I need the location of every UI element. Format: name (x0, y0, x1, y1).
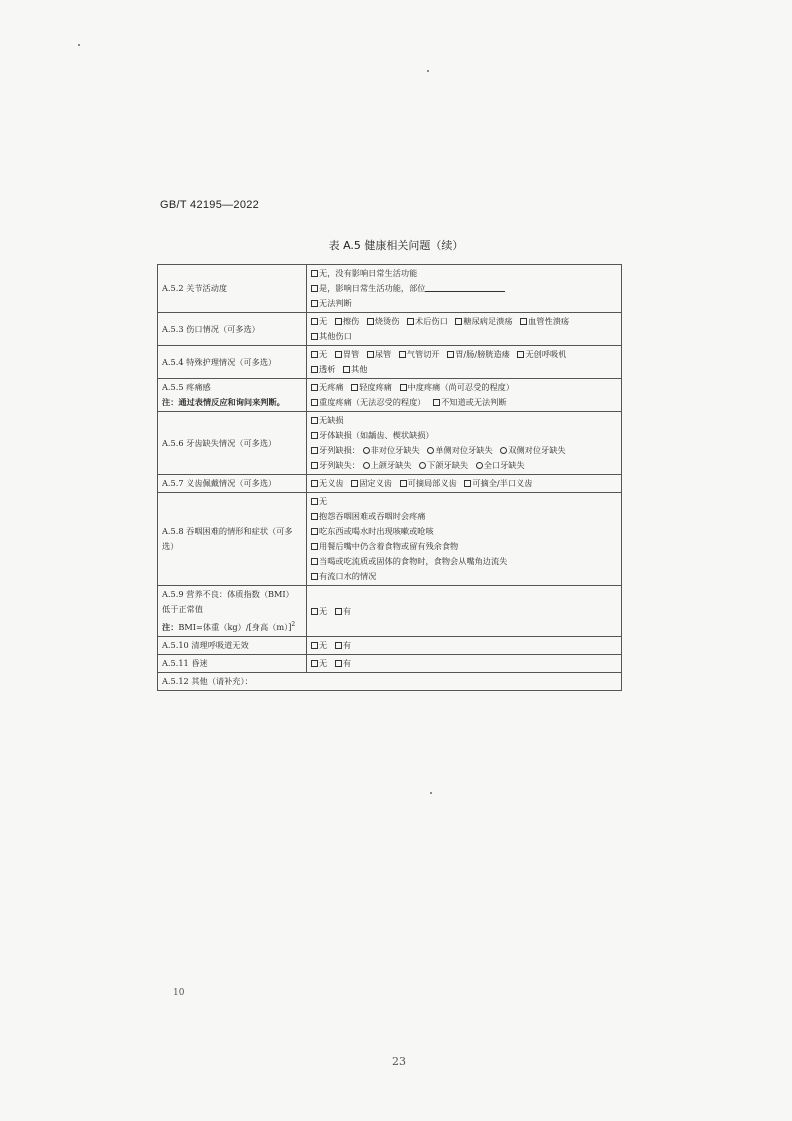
option[interactable]: 胃/肠/膀胱造瘘 (447, 349, 510, 359)
bmi-formula: BMI=体重（kg）/[身高（m）] (178, 622, 292, 632)
option[interactable]: 用餐后嘴中仍含着食物或留有残余食物 (311, 539, 617, 554)
table-row (158, 412, 622, 475)
radio-icon[interactable] (363, 462, 370, 469)
option[interactable]: 固定义齿 (351, 478, 392, 488)
option[interactable]: 抱怨吞咽困难或吞咽时会疼痛 (311, 509, 617, 524)
sub-option[interactable]: 全口牙缺失 (476, 460, 525, 470)
row-label: A.5.7 义齿佩戴情况（可多选） (158, 475, 307, 493)
table-row (158, 475, 622, 493)
row-note: 注：通过表情反应和询问来判断。 (162, 397, 285, 407)
checkbox-icon[interactable] (311, 300, 318, 307)
checkbox-icon[interactable] (335, 318, 342, 325)
scan-speck (78, 44, 80, 46)
option[interactable]: 擦伤 (335, 316, 359, 326)
checkbox-icon[interactable] (447, 351, 454, 358)
checkbox-icon[interactable] (311, 480, 318, 487)
page-number-left: 10 (173, 988, 185, 998)
radio-icon[interactable] (427, 447, 434, 454)
sub-option[interactable]: 单侧对位牙缺失 (427, 445, 492, 455)
checkbox-icon[interactable] (311, 462, 318, 469)
row-options: 无缺损 牙体缺损（如龋齿、楔状缺损） 牙列缺损： 非对位牙缺失 单侧对位牙缺失 双侧对位牙缺失 牙列缺失： 上颌牙缺失 下颌牙缺失 全口牙缺失 (307, 412, 622, 475)
checkbox-icon[interactable] (311, 543, 318, 550)
option[interactable]: 胃管 (335, 349, 359, 359)
option[interactable]: 轻度疼痛 (351, 382, 392, 392)
checkbox-icon[interactable] (455, 318, 462, 325)
checkbox-icon[interactable] (335, 608, 342, 615)
row-label: A.5.4 特殊护理情况（可多选） (158, 346, 307, 379)
row-options (307, 493, 622, 586)
option[interactable]: 当喝或吃流质或固体的食物时，食物会从嘴角边流失 (311, 554, 617, 569)
row-options (307, 637, 622, 655)
fill-in-blank[interactable] (425, 282, 505, 292)
sub-option[interactable]: 双侧对位牙缺失 (500, 445, 565, 455)
table-title: 表 A.5 健康相关问题（续） (328, 239, 464, 252)
option[interactable]: 有 (335, 658, 351, 668)
sub-option[interactable]: 上颌牙缺失 (363, 460, 412, 470)
table-row (158, 379, 622, 412)
checkbox-icon[interactable] (400, 384, 407, 391)
table-row (158, 586, 622, 637)
option[interactable]: 可摘局部义齿 (400, 478, 457, 488)
option[interactable]: 透析 (311, 364, 335, 374)
checkbox-icon[interactable] (335, 351, 342, 358)
checkbox-icon[interactable] (433, 399, 440, 406)
checkbox-icon[interactable] (311, 660, 318, 667)
option[interactable]: 其他伤口 (311, 331, 352, 341)
option[interactable]: 无疼痛 (311, 382, 344, 392)
checkbox-icon[interactable] (311, 608, 318, 615)
sub-option[interactable]: 下颌牙缺失 (419, 460, 468, 470)
checkbox-icon[interactable] (311, 498, 318, 505)
row-label: A.5.6 牙齿缺失情况（可多选） (158, 412, 307, 475)
option[interactable]: 尿管 (367, 349, 391, 359)
table-row (158, 493, 622, 586)
checkbox-icon[interactable] (311, 513, 318, 520)
health-questions-table (157, 264, 622, 691)
checkbox-icon[interactable] (311, 399, 318, 406)
page-number: 23 (392, 1055, 406, 1068)
option[interactable]: 无 (311, 349, 327, 359)
row-options (307, 265, 622, 313)
standard-code: GB/T 42195—2022 (160, 199, 260, 211)
checkbox-icon[interactable] (407, 318, 414, 325)
option[interactable]: 重度疼痛（无法忍受的程度） (311, 397, 425, 407)
checkbox-icon[interactable] (335, 660, 342, 667)
option[interactable]: 有流口水的情况 (311, 569, 617, 584)
checkbox-icon[interactable] (311, 285, 318, 292)
table-row (158, 655, 622, 673)
option[interactable]: 无 (311, 658, 327, 668)
table-row (158, 346, 622, 379)
checkbox-icon[interactable] (311, 573, 318, 580)
checkbox-icon[interactable] (311, 351, 318, 358)
row-label: A.5.2 关节活动度 (158, 265, 307, 313)
option[interactable]: 可摘全/半口义齿 (464, 478, 532, 488)
checkbox-icon[interactable] (311, 270, 318, 277)
option[interactable]: 术后伤口 (407, 316, 448, 326)
checkbox-icon[interactable] (517, 351, 524, 358)
option[interactable]: 糖尿病足溃疡 (455, 316, 512, 326)
radio-icon[interactable] (500, 447, 507, 454)
option[interactable]: 有 (335, 640, 351, 650)
radio-icon[interactable] (363, 447, 370, 454)
option[interactable]: 烧烫伤 (367, 316, 400, 326)
row-label: A.5.5 疼痛感 注：通过表情反应和询问来判断。 (158, 379, 307, 412)
option[interactable]: 吃东西或喝水时出现咳嗽或呛咳 (311, 524, 617, 539)
checkbox-icon[interactable] (311, 318, 318, 325)
checkbox-icon[interactable] (311, 417, 318, 424)
row-label: A.5.10 清理呼吸道无效 (158, 637, 307, 655)
checkbox-icon[interactable] (367, 351, 374, 358)
checkbox-icon[interactable] (351, 384, 358, 391)
option[interactable]: 牙体缺损（如龋齿、楔状缺损） (311, 430, 434, 440)
option[interactable]: 无 (311, 606, 327, 616)
option[interactable]: 血管性溃疡 (520, 316, 569, 326)
row-label[interactable]: A.5.12 其他（请补充）： (158, 673, 622, 691)
checkbox-icon[interactable] (335, 642, 342, 649)
scan-speck (427, 70, 429, 72)
checkbox-icon[interactable] (520, 318, 527, 325)
option[interactable]: 是，影响日常生活功能，部位 (311, 281, 617, 296)
sub-option[interactable]: 非对位牙缺失 (363, 445, 420, 455)
scan-speck (430, 792, 432, 794)
checkbox-icon[interactable] (351, 480, 358, 487)
option[interactable]: 中度疼痛（尚可忍受的程度） (400, 382, 514, 392)
option[interactable]: 无 (311, 640, 327, 650)
checkbox-icon[interactable] (311, 642, 318, 649)
option[interactable]: 无 (311, 316, 327, 326)
table-row (158, 265, 622, 313)
checkbox-icon[interactable] (399, 351, 406, 358)
row-options (307, 313, 622, 346)
checkbox-icon[interactable] (464, 480, 471, 487)
option[interactable]: 无 (311, 494, 617, 509)
checkbox-icon[interactable] (311, 432, 318, 439)
checkbox-icon[interactable] (311, 558, 318, 565)
radio-icon[interactable] (419, 462, 426, 469)
checkbox-icon[interactable] (311, 366, 318, 373)
row-label: A.5.3 伤口情况（可多选） (158, 313, 307, 346)
checkbox-icon[interactable] (343, 366, 350, 373)
row-label: A.5.8 吞咽困难的情形和症状（可多选） (158, 493, 307, 586)
option[interactable]: 有 (335, 606, 351, 616)
row-options (307, 475, 622, 493)
option[interactable]: 无创呼吸机 (517, 349, 566, 359)
row-options (307, 655, 622, 673)
option[interactable]: 不知道或无法判断 (433, 397, 507, 407)
row-options (307, 379, 622, 412)
option[interactable]: 无缺损 (311, 415, 344, 425)
option[interactable]: 其他 (343, 364, 367, 374)
checkbox-icon[interactable] (311, 384, 318, 391)
option[interactable]: 无法判断 (311, 296, 617, 311)
table-row (158, 673, 622, 691)
checkbox-icon[interactable] (400, 480, 407, 487)
option[interactable]: 无义齿 (311, 478, 344, 488)
radio-icon[interactable] (476, 462, 483, 469)
checkbox-icon[interactable] (367, 318, 374, 325)
checkbox-icon[interactable] (311, 447, 318, 454)
checkbox-icon[interactable] (311, 333, 318, 340)
row-label: A.5.11 昏迷 (158, 655, 307, 673)
row-options (307, 346, 622, 379)
table-row (158, 637, 622, 655)
table-row (158, 313, 622, 346)
row-label: A.5.9 营养不良：体质指数（BMI）低于正常值 注：BMI=体重（kg）/[身高（m）]$^2$ (158, 586, 307, 637)
option[interactable]: 无，没有影响日常生活功能 (311, 266, 617, 281)
row-options (307, 586, 622, 637)
option[interactable]: 气管切开 (399, 349, 440, 359)
checkbox-icon[interactable] (311, 528, 318, 535)
